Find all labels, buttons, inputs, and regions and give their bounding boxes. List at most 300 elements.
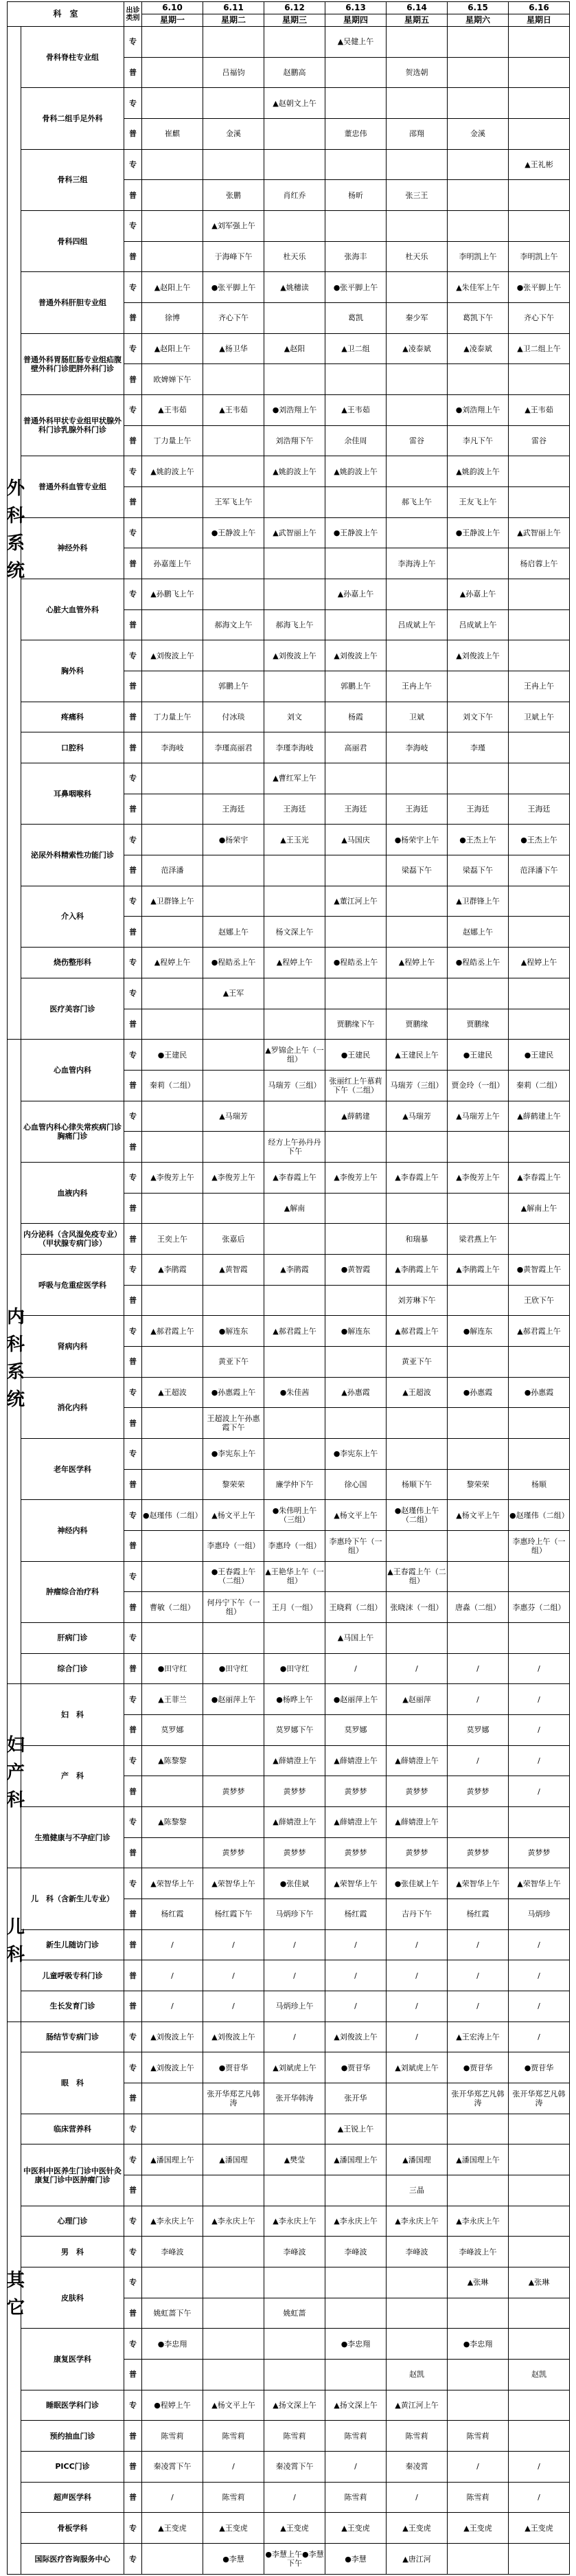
visit-type: 普: [124, 2421, 142, 2452]
schedule-cell: ▲杨文平上午: [203, 1500, 264, 1531]
dept-name: 国际医疗咨询服务中心: [21, 2544, 124, 2575]
dept-name: 烧伤整形科: [21, 948, 124, 978]
visit-type: 专: [124, 456, 142, 487]
table-row: [8, 763, 570, 794]
schedule-cell: ▲孙嘉上午: [448, 579, 509, 610]
schedule-cell: [509, 763, 570, 794]
schedule-cell: [264, 1101, 325, 1132]
schedule-cell: [387, 1714, 448, 1745]
schedule-cell: 杨顺下午: [387, 1469, 448, 1500]
schedule-cell: ▲潘国理上午: [325, 2144, 387, 2175]
table-row: [8, 1991, 570, 2022]
schedule-cell: [142, 1776, 203, 1807]
header-weekday: 星期一: [142, 14, 203, 27]
schedule-cell: 贾金玲（一组）: [448, 1070, 509, 1101]
schedule-cell: 王海廷: [387, 794, 448, 825]
schedule-cell: 黎荣荣: [448, 1469, 509, 1500]
schedule-cell: /: [264, 1929, 325, 1960]
schedule-cell: 丁力量上午: [142, 702, 203, 732]
visit-type: 专: [124, 2329, 142, 2360]
schedule-cell: [509, 2206, 570, 2237]
schedule-cell: ▲孙鹏飞上午: [142, 579, 203, 610]
schedule-cell: [264, 2329, 325, 2360]
table-row: [8, 640, 570, 671]
visit-type: 普: [124, 1899, 142, 1929]
schedule-cell: ▲王变虎: [142, 2513, 203, 2544]
schedule-cell: 肖红乔: [264, 180, 325, 211]
schedule-cell: [264, 364, 325, 395]
schedule-cell: 王冉上午: [387, 671, 448, 702]
section-label: 儿科: [8, 1868, 21, 2021]
schedule-cell: [203, 2267, 264, 2298]
schedule-cell: [448, 1408, 509, 1439]
table-row: [8, 211, 570, 242]
schedule-cell: /: [387, 1653, 448, 1684]
schedule-cell: [387, 364, 448, 395]
schedule-cell: 杨顺: [509, 1469, 570, 1500]
table-row: [8, 2267, 570, 2298]
dept-name: 儿童呼吸专科门诊: [21, 1960, 124, 1991]
schedule-cell: [387, 1622, 448, 1653]
schedule-cell: ▲黄智霞: [203, 1254, 264, 1285]
schedule-cell: 赵凯: [509, 2360, 570, 2390]
schedule-cell: ▲武智丽上午: [264, 517, 325, 548]
schedule-cell: ▲李鹃霞: [142, 1254, 203, 1285]
visit-type: 普: [124, 2482, 142, 2513]
schedule-cell: [509, 1132, 570, 1163]
schedule-cell: 莫罗娜: [142, 1714, 203, 1745]
schedule-cell: [448, 1561, 509, 1592]
schedule-cell: ▲郝君霞上午: [264, 1316, 325, 1347]
schedule-cell: ▲孙嘉上午: [325, 579, 387, 610]
schedule-cell: 马瑞芳（三组）: [264, 1070, 325, 1101]
visit-type: 专: [124, 2390, 142, 2421]
schedule-cell: 杨启蓉上午: [509, 548, 570, 579]
schedule-cell: 经方上午孙丹丹下午: [264, 1132, 325, 1163]
schedule-cell: [203, 2237, 264, 2267]
schedule-cell: ▲卫二组: [325, 333, 387, 364]
schedule-cell: 李瑾李海岐: [264, 732, 325, 763]
schedule-cell: [387, 640, 448, 671]
table-row: [8, 27, 570, 58]
schedule-cell: ●赵丽萍上午: [325, 1684, 387, 1715]
schedule-cell: ●解连东: [203, 1316, 264, 1347]
schedule-cell: ▲王建民上午: [387, 1040, 448, 1071]
schedule-cell: [448, 1438, 509, 1469]
visit-type: 普: [124, 1193, 142, 1224]
schedule-cell: 杜天乐: [264, 241, 325, 272]
schedule-cell: ▲董江河上午: [325, 886, 387, 917]
schedule-cell: [325, 1285, 387, 1316]
dept-name: 耳鼻咽喉科: [21, 763, 124, 825]
schedule-cell: 秦莉（二组）: [142, 1070, 203, 1101]
schedule-cell: [448, 57, 509, 88]
schedule-cell: [509, 917, 570, 948]
schedule-cell: [387, 1193, 448, 1224]
visit-type: 普: [124, 1530, 142, 1561]
dept-name: 康复医学科: [21, 2329, 124, 2390]
schedule-cell: 李海涛上午: [387, 548, 448, 579]
schedule-cell: 吕福钧: [203, 57, 264, 88]
schedule-cell: [448, 548, 509, 579]
schedule-cell: [448, 1806, 509, 1837]
schedule-cell: /: [509, 2021, 570, 2052]
dept-name: 骨科四组: [21, 211, 124, 272]
schedule-cell: [264, 27, 325, 58]
schedule-cell: [264, 978, 325, 1009]
schedule-cell: 陈雪莉: [203, 2482, 264, 2513]
schedule-cell: [448, 1285, 509, 1316]
schedule-cell: 陈雪莉: [448, 2421, 509, 2452]
schedule-cell: [387, 149, 448, 180]
schedule-cell: 崔麒: [142, 119, 203, 150]
schedule-cell: ●李宪东上午: [203, 1438, 264, 1469]
schedule-cell: 黄梦梦: [264, 1776, 325, 1807]
visit-type: 普: [124, 1653, 142, 1684]
dept-name: 介入科: [21, 886, 124, 947]
schedule-cell: [142, 1837, 203, 1868]
schedule-cell: 董忠伟: [325, 119, 387, 150]
schedule-cell: 马炳珍上午: [264, 1991, 325, 2022]
schedule-cell: /: [509, 1991, 570, 2022]
schedule-cell: 郭鹏上午: [325, 671, 387, 702]
schedule-cell: [509, 640, 570, 671]
schedule-cell: ●张平脚上午: [325, 272, 387, 303]
schedule-cell: 孙嘉莲上午: [142, 548, 203, 579]
visit-type: 普: [124, 702, 142, 732]
schedule-cell: [142, 1132, 203, 1163]
schedule-cell: ▲扬文深上午: [325, 2390, 387, 2421]
visit-type: 专: [124, 2544, 142, 2575]
schedule-cell: [142, 1469, 203, 1500]
schedule-cell: [509, 609, 570, 640]
schedule-cell: [325, 149, 387, 180]
dept-name: 男 科: [21, 2237, 124, 2267]
schedule-cell: [325, 2175, 387, 2206]
visit-type: 专: [124, 1868, 142, 1899]
schedule-cell: [387, 2083, 448, 2114]
schedule-cell: [203, 579, 264, 610]
schedule-cell: ●李忠翔: [142, 2329, 203, 2360]
dept-name: 骨板学科: [21, 2513, 124, 2544]
schedule-cell: 马瑞芳（三组）: [387, 1070, 448, 1101]
schedule-cell: 王海廷: [203, 794, 264, 825]
schedule-cell: ▲李鹃霞: [264, 1254, 325, 1285]
schedule-cell: 李惠玲上午（一组）: [509, 1530, 570, 1561]
dept-name: 骨科三组: [21, 149, 124, 210]
schedule-cell: 秦凌霄下午: [142, 2452, 203, 2483]
schedule-cell: ▲薛婧澄上午: [325, 1806, 387, 1837]
schedule-cell: ▲王礼彬: [509, 149, 570, 180]
schedule-cell: [448, 2298, 509, 2329]
schedule-cell: ▲刘俊波上午: [142, 640, 203, 671]
dept-name: 消化内科: [21, 1377, 124, 1438]
schedule-cell: [448, 88, 509, 119]
visit-type: 专: [124, 2021, 142, 2052]
schedule-cell: [264, 1346, 325, 1377]
schedule-cell: 王欣下午: [509, 1285, 570, 1316]
schedule-cell: ▲孙惠霞: [325, 1377, 387, 1408]
schedule-cell: /: [448, 2452, 509, 2483]
schedule-cell: ●程皓丞上午: [203, 948, 264, 978]
schedule-cell: ▲潘国理: [203, 2144, 264, 2175]
schedule-cell: [509, 1009, 570, 1040]
schedule-cell: 黄梦梦: [203, 1837, 264, 1868]
schedule-cell: 李峰波: [142, 2237, 203, 2267]
schedule-cell: [264, 2360, 325, 2390]
schedule-cell: ▲王韦茹: [509, 395, 570, 426]
schedule-cell: ▲陈黎黎: [142, 1806, 203, 1837]
dept-name: 骨科脊柱专业组: [21, 27, 124, 88]
schedule-cell: ▲李春霞上午: [387, 1162, 448, 1193]
dept-name: 生殖健康与不孕症门诊: [21, 1806, 124, 1868]
schedule-cell: ▲程婷上午: [509, 948, 570, 978]
schedule-cell: ●王杰上午: [448, 825, 509, 855]
schedule-cell: 余佳周: [325, 425, 387, 456]
schedule-cell: [325, 1193, 387, 1224]
schedule-cell: [142, 1622, 203, 1653]
schedule-cell: [203, 886, 264, 917]
schedule-cell: [387, 211, 448, 242]
schedule-cell: [448, 211, 509, 242]
visit-type: 普: [124, 1776, 142, 1807]
dept-name: 妇 科: [21, 1684, 124, 1745]
schedule-cell: [448, 180, 509, 211]
schedule-cell: [264, 548, 325, 579]
schedule-cell: ●张佳斌: [264, 1868, 325, 1899]
schedule-cell: [325, 2360, 387, 2390]
visit-type: 专: [124, 1377, 142, 1408]
schedule-cell: ▲薛婧澄上午: [387, 1745, 448, 1776]
schedule-cell: ▲李永庆上午: [264, 2206, 325, 2237]
schedule-cell: ▲薛鹤建: [325, 1101, 387, 1132]
schedule-cell: ▲杨文平上午: [325, 1500, 387, 1531]
visit-type: 普: [124, 2175, 142, 2206]
schedule-cell: 张开华郑艺凡韩涛: [203, 2083, 264, 2114]
schedule-cell: [203, 1806, 264, 1837]
schedule-cell: 郝海文上午: [203, 609, 264, 640]
schedule-cell: [264, 886, 325, 917]
schedule-cell: [509, 886, 570, 917]
table-row: [8, 1162, 570, 1193]
schedule-cell: [142, 1285, 203, 1316]
schedule-cell: [387, 395, 448, 426]
schedule-cell: [142, 149, 203, 180]
schedule-cell: 秦凌霄: [387, 2452, 448, 2483]
schedule-cell: ●贾苷华: [203, 2052, 264, 2083]
visit-type: 普: [124, 1132, 142, 1163]
schedule-cell: [264, 1408, 325, 1439]
dept-name: 呼吸与危重症医学科: [21, 1254, 124, 1315]
schedule-cell: ●田守红: [203, 1653, 264, 1684]
schedule-cell: 吕成斌上午: [448, 609, 509, 640]
visit-type: 专: [124, 640, 142, 671]
schedule-cell: ●张平脚上午: [509, 272, 570, 303]
header-weekday: 星期二: [203, 14, 264, 27]
schedule-cell: ▲杨文平上午: [448, 1500, 509, 1531]
schedule-cell: ▲凌泰斌: [448, 333, 509, 364]
schedule-cell: [203, 1070, 264, 1101]
schedule-cell: /: [448, 1653, 509, 1684]
schedule-cell: [203, 149, 264, 180]
schedule-cell: ▲杨文平上午: [203, 2390, 264, 2421]
schedule-cell: 黄梦梦: [203, 1776, 264, 1807]
schedule-cell: 黄梦梦: [387, 1837, 448, 1868]
schedule-cell: 秦莉（二组）: [509, 1070, 570, 1101]
schedule-cell: [509, 2329, 570, 2360]
visit-type: 专: [124, 825, 142, 855]
visit-type: 普: [124, 425, 142, 456]
schedule-cell: ▲李俊芳上午: [142, 1162, 203, 1193]
schedule-cell: [142, 2544, 203, 2575]
schedule-cell: [387, 517, 448, 548]
visit-type: 专: [124, 579, 142, 610]
schedule-cell: /: [509, 1929, 570, 1960]
schedule-cell: ▲李永庆上午: [387, 2206, 448, 2237]
schedule-cell: 刘浩翔下午: [264, 425, 325, 456]
header-date: 6.10: [142, 2, 203, 14]
schedule-cell: [325, 1132, 387, 1163]
schedule-cell: ●杨荣宇上午: [387, 825, 448, 855]
dept-name: 骨科二组手足外科: [21, 88, 124, 149]
dept-name: 医疗美容门诊: [21, 978, 124, 1039]
schedule-cell: [387, 27, 448, 58]
schedule-cell: /: [448, 1991, 509, 2022]
dept-name: 肾病内科: [21, 1316, 124, 1377]
schedule-cell: 陈雪莉: [203, 2421, 264, 2452]
table-row: [8, 1254, 570, 1285]
dept-name: 普通外科肝胆专业组: [21, 272, 124, 333]
schedule-cell: /: [325, 1991, 387, 2022]
schedule-cell: 王海廷: [509, 794, 570, 825]
visit-type: 专: [124, 333, 142, 364]
schedule-cell: /: [387, 1991, 448, 2022]
dept-name: 心理门诊: [21, 2206, 124, 2237]
visit-type: 专: [124, 2206, 142, 2237]
table-row: [8, 1653, 570, 1684]
schedule-cell: ▲郝君霞上午: [509, 1316, 570, 1347]
schedule-cell: ▲张琳: [509, 2267, 570, 2298]
schedule-cell: /: [203, 1929, 264, 1960]
schedule-cell: ▲刘俊波上午: [264, 640, 325, 671]
schedule-cell: ●刘浩翔上午: [448, 395, 509, 426]
visit-type: 普: [124, 1285, 142, 1316]
schedule-cell: [387, 2267, 448, 2298]
schedule-cell: 李峰波: [387, 2237, 448, 2267]
visit-type: 普: [124, 487, 142, 518]
schedule-cell: ●贾苷华: [509, 2052, 570, 2083]
visit-type: 普: [124, 917, 142, 948]
dept-name: 泌尿外科精索性功能门诊: [21, 825, 124, 886]
table-row: [8, 2329, 570, 2360]
visit-type: 专: [124, 763, 142, 794]
schedule-cell: /: [387, 2021, 448, 2052]
dept-name: 肠结节专病门诊: [21, 2021, 124, 2052]
schedule-cell: [203, 2175, 264, 2206]
schedule-cell: 曹敏（二组）: [142, 1592, 203, 1623]
schedule-cell: [448, 671, 509, 702]
schedule-cell: [509, 364, 570, 395]
schedule-cell: [448, 1346, 509, 1377]
schedule-cell: ▲马瑞芳: [203, 1101, 264, 1132]
schedule-cell: /: [142, 2482, 203, 2513]
header-date: 6.14: [387, 2, 448, 14]
table-row: [8, 1960, 570, 1991]
visit-type: 专: [124, 1806, 142, 1837]
schedule-cell: [448, 149, 509, 180]
visit-type: 普: [124, 1408, 142, 1439]
visit-type: 专: [124, 886, 142, 917]
schedule-cell: ▲王变虎: [448, 2513, 509, 2544]
schedule-cell: ▲李俊芳上午: [325, 1162, 387, 1193]
schedule-cell: ▲刘俊波上午: [448, 640, 509, 671]
schedule-cell: ▲薛婧澄上午: [264, 1745, 325, 1776]
schedule-cell: [264, 1622, 325, 1653]
schedule-cell: /: [509, 1745, 570, 1776]
visit-type: 专: [124, 2267, 142, 2298]
schedule-cell: [325, 609, 387, 640]
visit-type: 普: [124, 57, 142, 88]
schedule-cell: [142, 763, 203, 794]
schedule-cell: 马炳珍下午: [264, 1899, 325, 1929]
schedule-cell: ▲王韦茹: [142, 395, 203, 426]
schedule-cell: 徐博: [142, 303, 203, 334]
schedule-cell: 雷谷: [509, 425, 570, 456]
schedule-cell: ▲解南: [264, 1193, 325, 1224]
schedule-cell: 梁君燕上午: [448, 1224, 509, 1255]
schedule-cell: [142, 180, 203, 211]
schedule-cell: [264, 149, 325, 180]
schedule-cell: 李峰波上午: [448, 2237, 509, 2267]
schedule-cell: 梁磊下午: [448, 855, 509, 886]
schedule-cell: 刘芳琳下午: [387, 1285, 448, 1316]
visit-type: 专: [124, 1745, 142, 1776]
schedule-cell: [142, 1193, 203, 1224]
visit-type: 专: [124, 1316, 142, 1347]
schedule-cell: [509, 119, 570, 150]
schedule-cell: [387, 2298, 448, 2329]
schedule-cell: ▲吴健上午: [325, 27, 387, 58]
schedule-cell: [325, 211, 387, 242]
schedule-cell: ▲卫群锋上午: [448, 886, 509, 917]
schedule-cell: ●孙惠霞: [509, 1377, 570, 1408]
schedule-cell: ▲李永庆上午: [325, 2206, 387, 2237]
schedule-cell: 王海廷: [325, 794, 387, 825]
schedule-cell: 王晓莉（二组）: [325, 1592, 387, 1623]
schedule-cell: /: [264, 2482, 325, 2513]
schedule-cell: 梁磊下午: [387, 855, 448, 886]
schedule-cell: ●王建民: [325, 1040, 387, 1071]
schedule-cell: 贺选朝: [387, 57, 448, 88]
visit-type: 专: [124, 2114, 142, 2144]
visit-type: 专: [124, 395, 142, 426]
table-row: [8, 1224, 570, 1255]
schedule-cell: ●赵瑾伟（二组）: [509, 1500, 570, 1531]
schedule-cell: ▲张琳: [448, 2267, 509, 2298]
schedule-cell: [387, 917, 448, 948]
table-row: [8, 2482, 570, 2513]
schedule-cell: [142, 2083, 203, 2114]
schedule-cell: [203, 1132, 264, 1163]
table-row: [8, 1040, 570, 1071]
schedule-cell: ▲刘俊波上午: [203, 2021, 264, 2052]
schedule-cell: [509, 88, 570, 119]
schedule-cell: 张鹏: [203, 180, 264, 211]
schedule-cell: ●王春霞上午（二组）: [203, 1561, 264, 1592]
schedule-cell: 欧婢婵下午: [142, 364, 203, 395]
schedule-cell: [264, 487, 325, 518]
schedule-cell: [264, 2175, 325, 2206]
